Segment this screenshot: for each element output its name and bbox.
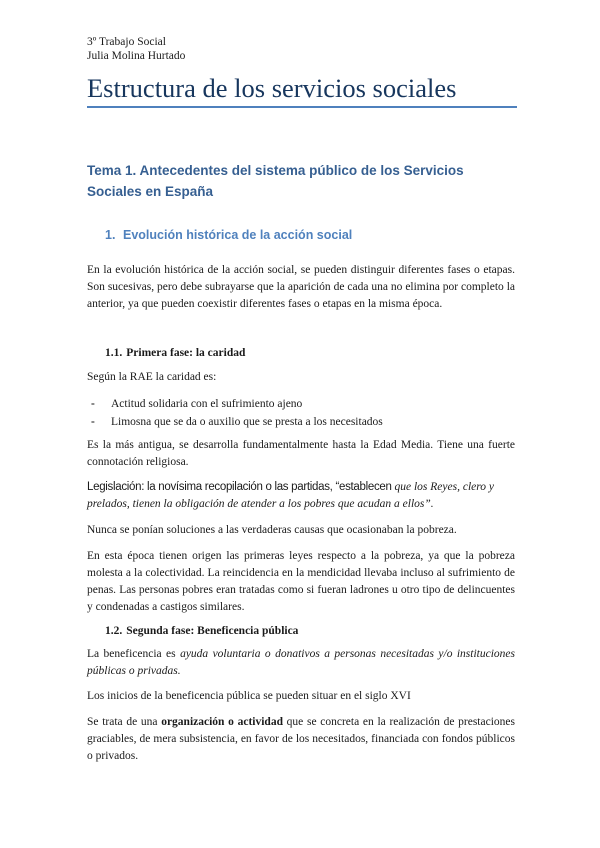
legislacion-paragraph [87, 479, 517, 513]
course-label: 3º Trabajo Social [87, 36, 166, 48]
trata-bold: organización o actividad [161, 716, 283, 728]
section-title: Evolución histórica de la acción social [123, 228, 353, 242]
author-name: Julia Molina Hurtado [87, 50, 186, 62]
document-header [87, 35, 185, 63]
section-heading [105, 227, 352, 243]
soluciones-paragraph: Nunca se ponían soluciones a las verdaderas causas que ocasionaban la pobreza. [87, 524, 457, 536]
beneficencia-paragraph [87, 646, 515, 680]
antigua-paragraph: Es la más antigua, se desarrolla fundamentalmente hasta la Edad Media. Tiene una fuerte connotación religiosa. [87, 439, 515, 468]
beneficencia-lead: La beneficencia es [87, 648, 181, 660]
legislacion-lead: Legislación: la novísima recopilación o las partidas, “establecen [87, 481, 395, 493]
section-number: 1. [105, 228, 116, 242]
subsection-title: Segunda fase: Beneficencia pública [126, 625, 299, 637]
title-underline [87, 106, 517, 108]
beneficencia-definition: ayuda voluntaria o donativos a personas necesitadas y/o instituciones públicas o privadas. [87, 648, 515, 677]
list-item [91, 395, 511, 413]
list-item-text: Limosna que se da o auxilio que se presta a los necesitados [111, 416, 383, 428]
trata-rest: que se concreta en la realización de prestaciones graciables, de mera subsistencia, en favor de los necesitados, financiada con fondos públicos o privados. [87, 716, 515, 762]
document-title: Estructura de los servicios sociales [87, 73, 457, 103]
list-item-text: Actitud solidaria con el sufrimiento ajeno [111, 398, 303, 410]
subsection-heading-1 [105, 345, 245, 361]
subsection-title: Primera fase: la caridad [126, 347, 246, 359]
topic-heading: Tema 1. Antecedentes del sistema público de los Servicios Sociales en España [87, 163, 464, 199]
legislacion-quote: que los Reyes, clero y prelados, tienen la obligación de atender a los pobres que acudan a ellos”. [87, 481, 495, 510]
list-bullet: - [91, 416, 95, 428]
epoca-paragraph: En esta época tienen origen las primeras leyes respecto a la pobreza, ya que la pobreza molesta a la colectividad. La reincidencia en la mendicidad llevaba incluso al sufrimiento de penas. Las personas pobres eran tratadas como si fueran ladrones u otro tipo de delincuentes y condenadas a castigos similares. [87, 550, 515, 613]
subsection-heading-2 [105, 623, 298, 639]
rae-paragraph: Según la RAE la caridad es: [87, 371, 217, 383]
trata-lead: Se trata de una [87, 716, 162, 728]
subsection-number: 1.1. [105, 347, 123, 359]
inicios-paragraph: Los inicios de la beneficencia pública se pueden situar en el siglo XVI [87, 690, 411, 702]
trata-paragraph [87, 714, 515, 765]
subsection-number: 1.2. [105, 625, 123, 637]
caridad-list [91, 395, 511, 431]
list-bullet: - [91, 398, 95, 410]
intro-paragraph: En la evolución histórica de la acción social, se pueden distinguir diferentes fases o etapas. Son sucesivas, pero debe subrayarse que la aparición de cada una no elimina por completo la anterior, ya que pueden coexistir diferentes fases o etapas en la misma época. [87, 264, 515, 310]
list-item [91, 413, 511, 431]
